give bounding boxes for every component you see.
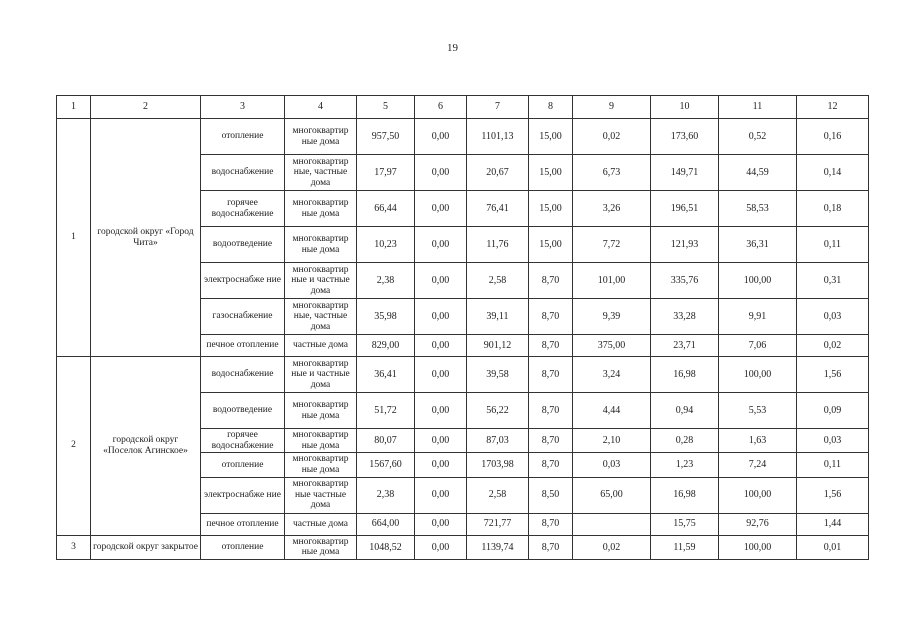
value-cell-c6: 0,00 [415,535,467,559]
value-cell-c9: 101,00 [573,263,651,299]
value-cell-c11: 100,00 [719,535,797,559]
value-cell-c5: 2,38 [357,263,415,299]
value-cell-c12: 0,03 [797,299,869,335]
value-cell-c5: 66,44 [357,191,415,227]
value-cell-c11: 5,53 [719,393,797,429]
header-row [57,96,869,119]
housing-type-cell: многоквартир ные дома [285,393,357,429]
value-cell-c7: 39,58 [467,357,529,393]
value-cell-c7: 20,67 [467,155,529,191]
value-cell-c9: 7,72 [573,227,651,263]
value-cell-c12: 0,11 [797,453,869,477]
value-cell-c5: 957,50 [357,119,415,155]
column-header-9: 9 [573,96,651,119]
value-cell-c5: 829,00 [357,335,415,357]
value-cell-c11: 92,76 [719,513,797,535]
value-cell-c10: 0,28 [651,429,719,453]
group-number: 1 [57,119,91,357]
value-cell-c6: 0,00 [415,477,467,513]
value-cell-c8: 15,00 [529,191,573,227]
housing-type-cell: многоквартир ные и частные дома [285,357,357,393]
value-cell-c10: 0,94 [651,393,719,429]
value-cell-c10: 196,51 [651,191,719,227]
tariff-table [56,95,869,560]
value-cell-c6: 0,00 [415,357,467,393]
value-cell-c9: 3,26 [573,191,651,227]
service-cell: водоотведение [201,227,285,263]
value-cell-c8: 15,00 [529,227,573,263]
table-header [57,96,869,119]
column-header-11: 11 [719,96,797,119]
value-cell-c11: 100,00 [719,477,797,513]
value-cell-c10: 149,71 [651,155,719,191]
value-cell-c6: 0,00 [415,191,467,227]
service-cell: отопление [201,535,285,559]
value-cell-c9: 6,73 [573,155,651,191]
column-header-6: 6 [415,96,467,119]
value-cell-c10: 23,71 [651,335,719,357]
value-cell-c5: 2,38 [357,477,415,513]
value-cell-c6: 0,00 [415,429,467,453]
value-cell-c10: 16,98 [651,477,719,513]
value-cell-c9: 0,02 [573,535,651,559]
value-cell-c12: 0,16 [797,119,869,155]
value-cell-c12: 0,31 [797,263,869,299]
column-header-5: 5 [357,96,415,119]
value-cell-c7: 721,77 [467,513,529,535]
district-name: городской округ «Поселок Агинское» [91,357,201,536]
housing-type-cell: многоквартир ные дома [285,191,357,227]
value-cell-c8: 8,50 [529,477,573,513]
value-cell-c7: 11,76 [467,227,529,263]
value-cell-c10: 11,59 [651,535,719,559]
value-cell-c7: 1703,98 [467,453,529,477]
value-cell-c9: 2,10 [573,429,651,453]
service-cell: водоснабжение [201,357,285,393]
value-cell-c8: 8,70 [529,299,573,335]
value-cell-c5: 1048,52 [357,535,415,559]
column-header-3: 3 [201,96,285,119]
group-number: 3 [57,535,91,559]
value-cell-c11: 100,00 [719,263,797,299]
housing-type-cell: многоквартир ные частные дома [285,477,357,513]
value-cell-c11: 44,59 [719,155,797,191]
column-header-12: 12 [797,96,869,119]
value-cell-c7: 56,22 [467,393,529,429]
value-cell-c5: 51,72 [357,393,415,429]
value-cell-c8: 15,00 [529,155,573,191]
value-cell-c6: 0,00 [415,155,467,191]
value-cell-c5: 664,00 [357,513,415,535]
value-cell-c8: 8,70 [529,393,573,429]
housing-type-cell: многоквартир ные дома [285,429,357,453]
column-header-2: 2 [91,96,201,119]
value-cell-c11: 1,63 [719,429,797,453]
value-cell-c9: 65,00 [573,477,651,513]
value-cell-c8: 8,70 [529,357,573,393]
value-cell-c9: 375,00 [573,335,651,357]
value-cell-c5: 1567,60 [357,453,415,477]
value-cell-c10: 173,60 [651,119,719,155]
value-cell-c11: 36,31 [719,227,797,263]
value-cell-c12: 0,14 [797,155,869,191]
group-number: 2 [57,357,91,536]
value-cell-c5: 80,07 [357,429,415,453]
value-cell-c7: 901,12 [467,335,529,357]
column-header-1: 1 [57,96,91,119]
service-cell: электроснабже ние [201,477,285,513]
value-cell-c10: 15,75 [651,513,719,535]
value-cell-c11: 0,52 [719,119,797,155]
table-row [57,357,869,393]
value-cell-c11: 100,00 [719,357,797,393]
value-cell-c9 [573,513,651,535]
service-cell: горячее водоснабжение [201,429,285,453]
district-name: городской округ «Город Чита» [91,119,201,357]
value-cell-c6: 0,00 [415,335,467,357]
page-number: 19 [447,42,458,54]
value-cell-c9: 0,02 [573,119,651,155]
housing-type-cell: многоквартир ные дома [285,119,357,155]
value-cell-c7: 1101,13 [467,119,529,155]
value-cell-c12: 0,18 [797,191,869,227]
value-cell-c10: 33,28 [651,299,719,335]
housing-type-cell: многоквартир ные дома [285,535,357,559]
service-cell: печное отопление [201,335,285,357]
value-cell-c8: 8,70 [529,535,573,559]
column-header-7: 7 [467,96,529,119]
service-cell: водоснабжение [201,155,285,191]
service-cell: газоснабжение [201,299,285,335]
value-cell-c10: 335,76 [651,263,719,299]
value-cell-c11: 7,06 [719,335,797,357]
housing-type-cell: многоквартир ные дома [285,453,357,477]
service-cell: отопление [201,119,285,155]
value-cell-c8: 15,00 [529,119,573,155]
value-cell-c10: 16,98 [651,357,719,393]
value-cell-c5: 35,98 [357,299,415,335]
housing-type-cell: многоквартир ные и частные дома [285,263,357,299]
value-cell-c6: 0,00 [415,513,467,535]
value-cell-c7: 2,58 [467,477,529,513]
value-cell-c8: 8,70 [529,429,573,453]
value-cell-c11: 7,24 [719,453,797,477]
table-body [57,119,869,560]
value-cell-c8: 8,70 [529,335,573,357]
value-cell-c6: 0,00 [415,299,467,335]
value-cell-c10: 1,23 [651,453,719,477]
table-row [57,535,869,559]
value-cell-c9: 0,03 [573,453,651,477]
value-cell-c5: 17,97 [357,155,415,191]
service-cell: отопление [201,453,285,477]
value-cell-c10: 121,93 [651,227,719,263]
housing-type-cell: многоквартир ные, частные дома [285,299,357,335]
table-row [57,119,869,155]
value-cell-c9: 3,24 [573,357,651,393]
value-cell-c12: 0,03 [797,429,869,453]
service-cell: электроснабже ние [201,263,285,299]
value-cell-c12: 0,01 [797,535,869,559]
value-cell-c9: 4,44 [573,393,651,429]
service-cell: горячее водоснабжение [201,191,285,227]
value-cell-c11: 58,53 [719,191,797,227]
housing-type-cell: частные дома [285,513,357,535]
housing-type-cell: частные дома [285,335,357,357]
column-header-10: 10 [651,96,719,119]
housing-type-cell: многоквартир ные дома [285,227,357,263]
value-cell-c6: 0,00 [415,263,467,299]
value-cell-c5: 36,41 [357,357,415,393]
district-name: городской округ закрытое [91,535,201,559]
value-cell-c12: 0,11 [797,227,869,263]
column-header-8: 8 [529,96,573,119]
service-cell: печное отопление [201,513,285,535]
value-cell-c5: 10,23 [357,227,415,263]
value-cell-c9: 9,39 [573,299,651,335]
value-cell-c12: 0,09 [797,393,869,429]
value-cell-c6: 0,00 [415,453,467,477]
value-cell-c8: 8,70 [529,453,573,477]
value-cell-c6: 0,00 [415,227,467,263]
value-cell-c6: 0,00 [415,393,467,429]
value-cell-c12: 1,44 [797,513,869,535]
value-cell-c11: 9,91 [719,299,797,335]
service-cell: водоотведение [201,393,285,429]
value-cell-c7: 2,58 [467,263,529,299]
value-cell-c7: 87,03 [467,429,529,453]
value-cell-c7: 1139,74 [467,535,529,559]
value-cell-c7: 76,41 [467,191,529,227]
column-header-4: 4 [285,96,357,119]
value-cell-c7: 39,11 [467,299,529,335]
value-cell-c8: 8,70 [529,513,573,535]
value-cell-c12: 1,56 [797,477,869,513]
value-cell-c8: 8,70 [529,263,573,299]
value-cell-c12: 0,02 [797,335,869,357]
value-cell-c12: 1,56 [797,357,869,393]
value-cell-c6: 0,00 [415,119,467,155]
housing-type-cell: многоквартир ные, частные дома [285,155,357,191]
